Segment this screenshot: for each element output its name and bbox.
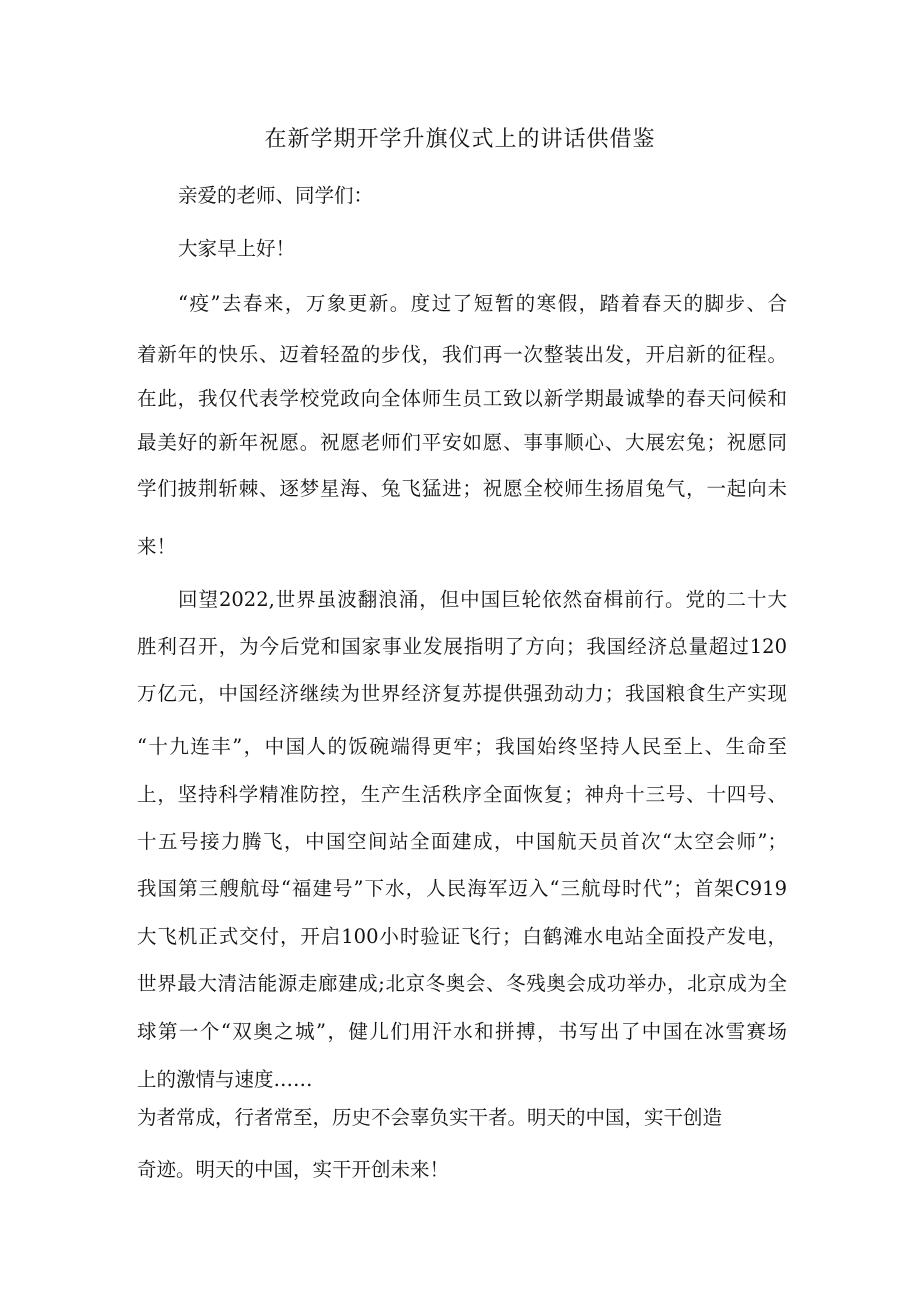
- paragraph-3-line: 奇迹。明天的中国，实干开创未来！: [137, 1158, 450, 1181]
- paragraph-2-line: 胜利召开，为今后党和国家事业发展指明了方向；我国经济总量超过120: [137, 635, 787, 658]
- paragraph-2-line: 十五号接力腾飞，中国空间站全面建成，中国航天员首次“太空会师”；: [137, 830, 787, 853]
- paragraph-1-line: 着新年的快乐、迈着轻盈的步伐，我们再一次整装出发，开启新的征程。: [137, 343, 787, 366]
- paragraph-2-line: 世界最大清洁能源走廊建成;北京冬奥会、冬残奥会成功举办，北京成为全: [137, 972, 787, 995]
- paragraph-2-line: 球第一个“双奥之城”，健儿们用汗水和拼搏，书写出了中国在冰雪赛场: [137, 1020, 787, 1043]
- paragraph-3-line: 为者常成，行者常至，历史不会辜负实干者。明天的中国，实干创造: [137, 1106, 723, 1129]
- paragraph-2-line: 上的激情与速度……: [137, 1068, 313, 1091]
- paragraph-2-line: “十九连丰”，中国人的饭碗端得更牢；我国始终坚持人民至上、生命至: [137, 735, 787, 758]
- greeting: 大家早上好！: [178, 237, 296, 260]
- paragraph-1-line: “疫”去春来，万象更新。度过了短暂的寒假，踏着春天的脚步、合: [178, 292, 787, 315]
- paragraph-2-line: 万亿元，中国经济继续为世界经济复苏提供强劲动力；我国粮食生产实现: [137, 682, 787, 705]
- paragraph-2-line: 大飞机正式交付，开启100小时验证飞行；白鹤滩水电站全面投产发电，: [137, 925, 787, 948]
- salutation: 亲爱的老师、同学们：: [178, 184, 374, 207]
- paragraph-1-line: 在此，我仅代表学校党政向全体师生员工致以新学期最诚挚的春天问候和: [137, 387, 787, 410]
- document-title: 在新学期开学升旗仪式上的讲话供借鉴: [264, 127, 656, 152]
- paragraph-2-line: 我国第三艘航母“福建号”下水，人民海军迈入“三航母时代”；首架C919: [137, 877, 787, 900]
- paragraph-2-line: 上，坚持科学精准防控，生产生活秩序全面恢复；神舟十三号、十四号、: [137, 783, 787, 806]
- paragraph-1-line: 最美好的新年祝愿。祝愿老师们平安如愿、事事顺心、大展宏兔；祝愿同: [137, 431, 787, 454]
- paragraph-1-line: 学们披荆斩棘、逐梦星海、兔飞猛进；祝愿全校师生扬眉兔气，一起向未: [137, 477, 787, 500]
- paragraph-2-line: 回望2022,世界虽波翻浪涌，但中国巨轮依然奋楫前行。党的二十大: [178, 588, 787, 611]
- paragraph-1-line: 来！: [137, 535, 177, 558]
